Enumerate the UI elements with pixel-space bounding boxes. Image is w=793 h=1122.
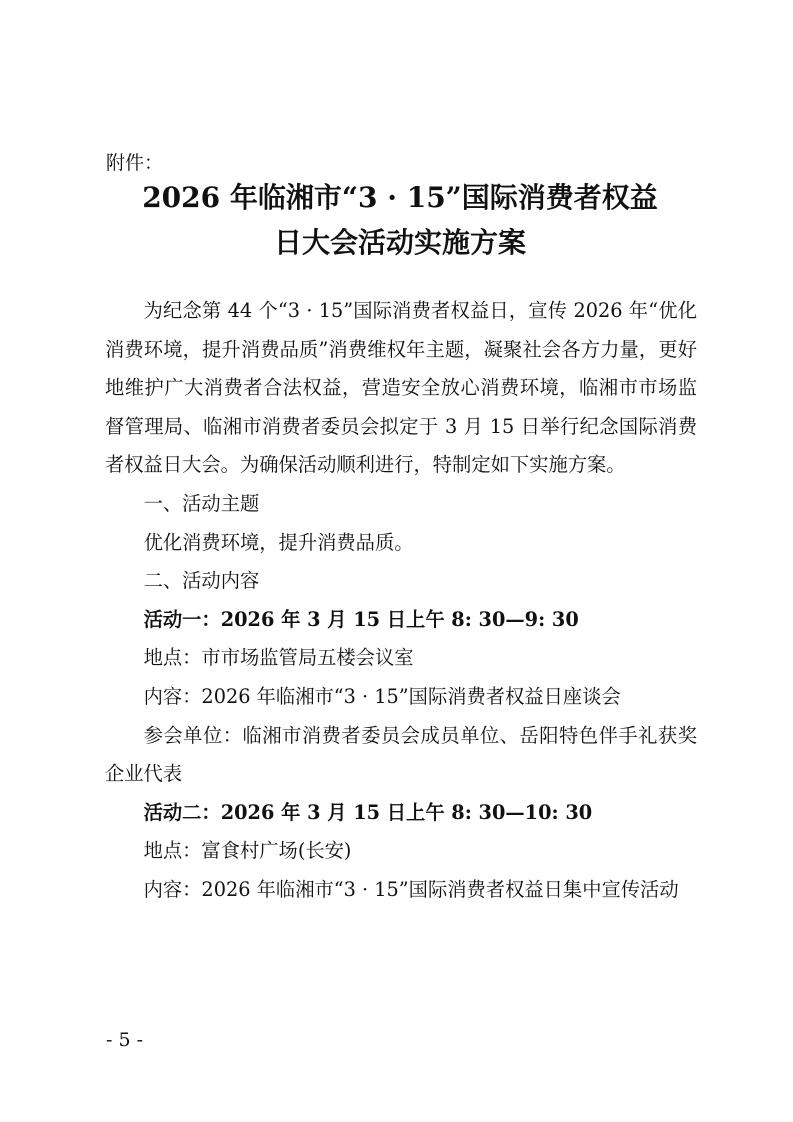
section-2-heading: 二、活动内容 (143, 569, 260, 593)
document-body (105, 292, 697, 910)
attachment-label: 附件： (106, 152, 164, 174)
section-1-heading: 一、活动主题 (143, 491, 260, 515)
page-number: - 5 - (106, 1029, 144, 1051)
title-line-1: 2026 年临湘市“3 · 15”国际消费者权益 (142, 181, 658, 214)
activity-1-location: 地点：市市场监管局五楼会议室 (143, 646, 414, 670)
section-1-text: 优化消费环境，提升消费品质。 (143, 530, 414, 554)
activity-1-participants: 参会单位：临湘市消费者委员会成员单位、岳阳特色伴手礼获奖企业代表 (105, 723, 697, 786)
activity-1-content: 内容：2026 年临湘市“3 · 15”国际消费者权益日座谈会 (143, 684, 621, 708)
activity-2-content: 内容：2026 年临湘市“3 · 15”国际消费者权益日集中宣传活动 (143, 877, 679, 901)
activity-1-heading: 活动一：2026 年 3 月 15 日上午 8: 30—9: 30 (143, 607, 579, 631)
intro-paragraph: 为纪念第 44 个“3 · 15”国际消费者权益日，宣传 2026 年“优化消费环境，提升消费品质”消费维权年主题，凝聚社会各方力量，更好地维护广大消费者合法权益，营造安全放心消费环境，临湘市市场监督管理局、临湘市消费者委员会拟定于 3 月 15 日举行纪念国际消费者权益日大会。为确保活动顺利进行，特制定如下实施方案。 (105, 299, 697, 477)
title-line-2: 日大会活动实施方案 (273, 226, 526, 259)
document-title (100, 175, 700, 265)
activity-2-location: 地点：富食村广场(长安) (143, 839, 352, 863)
activity-2-heading: 活动二：2026 年 3 月 15 日上午 8: 30—10: 30 (143, 800, 593, 824)
